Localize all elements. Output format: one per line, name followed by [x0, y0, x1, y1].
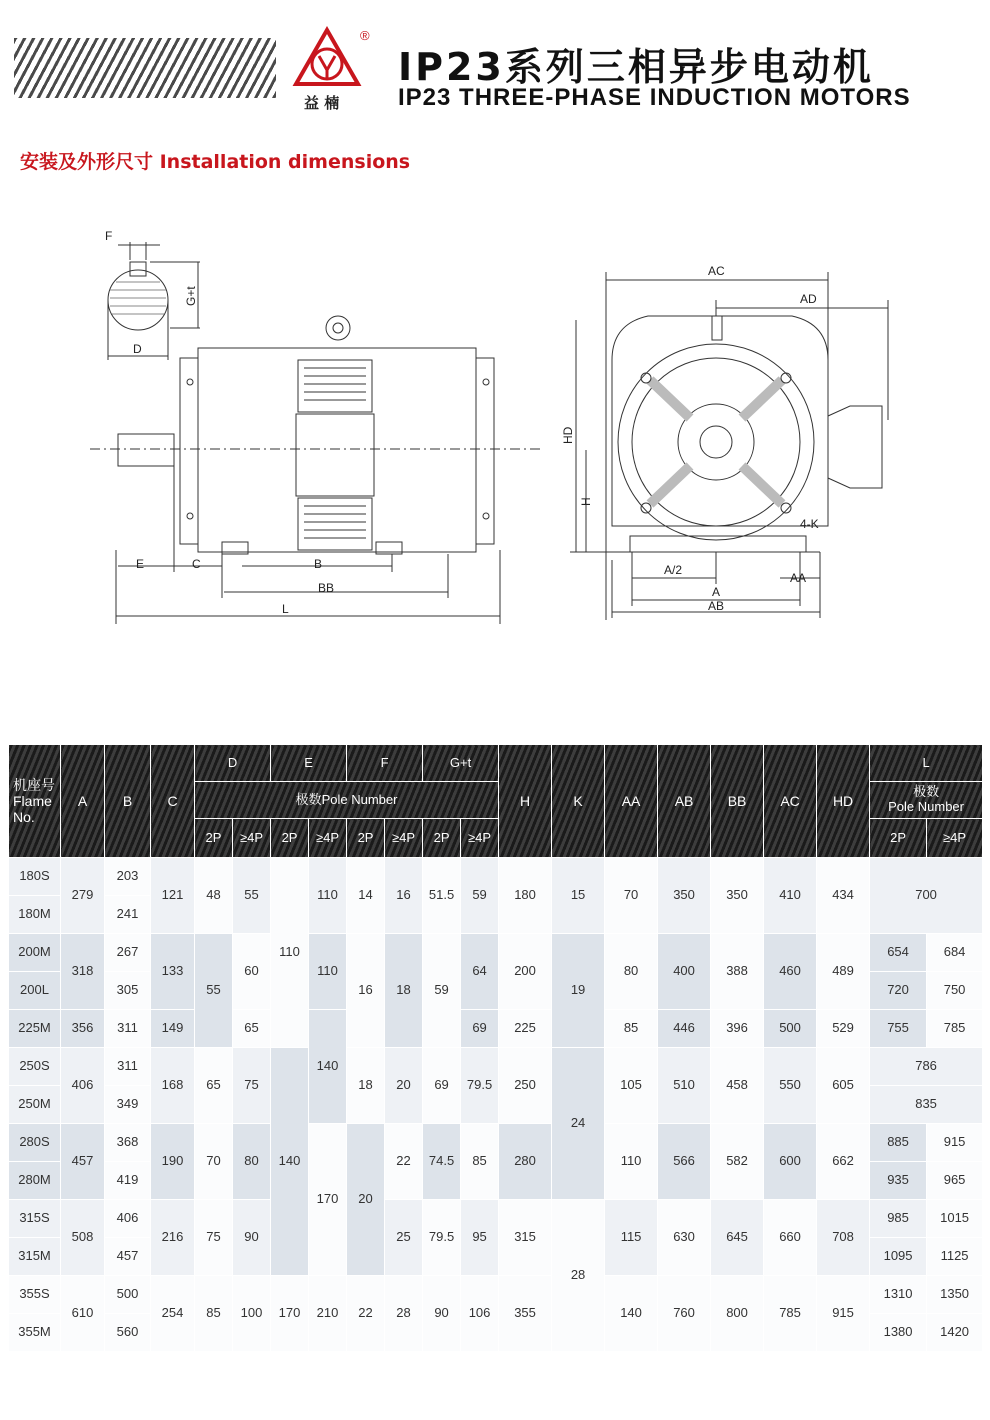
cell-L-4P: 684 — [927, 934, 983, 972]
cell-F-4P: 16 — [385, 858, 423, 934]
table-row — [9, 858, 983, 896]
cell-AB: 446 — [658, 1010, 711, 1048]
header-frame: 机座号 Flame No. — [9, 745, 61, 858]
table-row — [9, 1200, 983, 1238]
cell-G-4P: 95 — [461, 1200, 499, 1276]
cell-E-2P: 140 — [271, 1048, 309, 1276]
cell-AA: 105 — [605, 1048, 658, 1124]
cell-G-2P: 59 — [423, 934, 461, 1048]
cell-A: 406 — [61, 1048, 105, 1124]
title-chinese: IP23系列三相异步电动机 — [398, 45, 874, 89]
cell-F-2P: 16 — [347, 934, 385, 1048]
header-AA: AA — [605, 745, 658, 858]
cell-E-2P: 170 — [271, 1276, 309, 1352]
cell-AA: 140 — [605, 1276, 658, 1352]
cell-G-4P: 59 — [461, 858, 499, 934]
cell-E-4P: 210 — [309, 1276, 347, 1352]
cell-L-2P: 654 — [870, 934, 927, 972]
header-F-4P: ≥4P — [385, 819, 423, 858]
cell-D-2P: 55 — [195, 934, 233, 1048]
cell-H: 315 — [499, 1200, 552, 1276]
cell-G-4P: 69 — [461, 1010, 499, 1048]
header-AC: AC — [764, 745, 817, 858]
cell-HD: 662 — [817, 1124, 870, 1200]
cell-D-4P: 80 — [233, 1124, 271, 1200]
cell-H: 200 — [499, 934, 552, 1010]
cell-F-2P: 18 — [347, 1048, 385, 1124]
cell-F-2P: 14 — [347, 858, 385, 934]
cell-A: 457 — [61, 1124, 105, 1200]
cell-E-2P: 110 — [271, 858, 309, 1048]
cell-D-4P: 90 — [233, 1200, 271, 1276]
header-G-4P: ≥4P — [461, 819, 499, 858]
cell-AB: 350 — [658, 858, 711, 934]
cell-BB: 458 — [711, 1048, 764, 1124]
cell-L: 786 — [870, 1048, 983, 1086]
cell-BB: 396 — [711, 1010, 764, 1048]
cell-E-4P: 140 — [309, 1010, 347, 1124]
cell-C: 121 — [151, 858, 195, 934]
header-G-2P: 2P — [423, 819, 461, 858]
cell-F-2P: 20 — [347, 1124, 385, 1276]
cell-L-2P: 1310 — [870, 1276, 927, 1314]
cell-L-4P: 1125 — [927, 1238, 983, 1276]
cell-BB: 582 — [711, 1124, 764, 1200]
header-H: H — [499, 745, 552, 858]
header-D-4P: ≥4P — [233, 819, 271, 858]
cell-C: 149 — [151, 1010, 195, 1048]
cell-B: 560 — [105, 1314, 151, 1352]
label-AB: AB — [708, 599, 725, 613]
frame-cell: 315M — [9, 1238, 61, 1276]
header-K: K — [552, 745, 605, 858]
cell-E-4P: 110 — [309, 858, 347, 934]
cell-L-2P: 1095 — [870, 1238, 927, 1276]
cell-BB: 645 — [711, 1200, 764, 1276]
cell-F-4P: 20 — [385, 1048, 423, 1124]
cell-B: 349 — [105, 1086, 151, 1124]
cell-A: 318 — [61, 934, 105, 1010]
cell-C: 133 — [151, 934, 195, 1010]
frame-cell: 280S — [9, 1124, 61, 1162]
cell-L-2P: 1380 — [870, 1314, 927, 1352]
label-AA: AA — [790, 571, 807, 585]
header-L-pole-number: 极数 Pole Number — [870, 782, 983, 819]
cell-B: 406 — [105, 1200, 151, 1238]
cell-B: 311 — [105, 1048, 151, 1086]
cell-F-4P: 22 — [385, 1124, 423, 1200]
label-C: C — [192, 557, 201, 571]
cell-B: 203 — [105, 858, 151, 896]
label-E: E — [136, 557, 145, 571]
header-C: C — [151, 745, 195, 858]
cell-C: 254 — [151, 1276, 195, 1352]
header-Gt: G+t — [423, 745, 499, 782]
cell-AB: 630 — [658, 1200, 711, 1276]
header-A: A — [61, 745, 105, 858]
section-title: 安装及外形尺寸 Installation dimensions — [20, 151, 411, 173]
cell-H: 180 — [499, 858, 552, 934]
cell-AA: 115 — [605, 1200, 658, 1276]
cell-L: 700 — [870, 858, 983, 934]
cell-F-4P: 18 — [385, 934, 423, 1048]
cell-HD: 708 — [817, 1200, 870, 1276]
cell-HD: 605 — [817, 1048, 870, 1124]
header-BB: BB — [711, 745, 764, 858]
cell-D-4P: 55 — [233, 858, 271, 934]
cell-K: 24 — [552, 1048, 605, 1200]
cell-K: 28 — [552, 1200, 605, 1352]
cell-AC: 600 — [764, 1124, 817, 1200]
cell-D-2P: 48 — [195, 858, 233, 934]
cell-AB: 510 — [658, 1048, 711, 1124]
cell-G-4P: 79.5 — [461, 1048, 499, 1124]
cell-AC: 410 — [764, 858, 817, 934]
cell-BB: 350 — [711, 858, 764, 934]
label-L: L — [282, 602, 289, 616]
cell-D-2P: 65 — [195, 1048, 233, 1124]
frame-cell: 200M — [9, 934, 61, 972]
header-D-2P: 2P — [195, 819, 233, 858]
cell-B: 419 — [105, 1162, 151, 1200]
header-L-4P: ≥4P — [927, 819, 983, 858]
table-row — [9, 934, 983, 972]
header-F: F — [347, 745, 423, 782]
cell-HD: 434 — [817, 858, 870, 934]
cell-AB: 400 — [658, 934, 711, 1010]
cell-AA: 70 — [605, 858, 658, 934]
cell-H: 280 — [499, 1124, 552, 1200]
cell-G-2P: 74.5 — [423, 1124, 461, 1200]
cell-L-2P: 935 — [870, 1162, 927, 1200]
cell-E-4P: 170 — [309, 1124, 347, 1276]
frame-cell: 200L — [9, 972, 61, 1010]
cell-HD: 529 — [817, 1010, 870, 1048]
cell-L-4P: 1420 — [927, 1314, 983, 1352]
cell-HD: 915 — [817, 1276, 870, 1352]
label-AD: AD — [800, 292, 817, 306]
cell-B: 500 — [105, 1276, 151, 1314]
cell-H: 250 — [499, 1048, 552, 1124]
cell-HD: 489 — [817, 934, 870, 1010]
cell-E-4P: 110 — [309, 934, 347, 1010]
header-AB: AB — [658, 745, 711, 858]
label-A2: A/2 — [664, 563, 683, 577]
cell-L-4P: 1015 — [927, 1200, 983, 1238]
cell-F-4P: 25 — [385, 1200, 423, 1276]
frame-cell: 180S — [9, 858, 61, 896]
cell-L-4P: 1350 — [927, 1276, 983, 1314]
cell-B: 267 — [105, 934, 151, 972]
cell-D-4P: 100 — [233, 1276, 271, 1352]
label-HD: HD — [561, 426, 575, 444]
cell-C: 168 — [151, 1048, 195, 1124]
header-L: L — [870, 745, 983, 782]
title-english: IP23 THREE-PHASE INDUCTION MOTORS — [398, 84, 911, 111]
label-H: H — [579, 497, 593, 506]
cell-B: 305 — [105, 972, 151, 1010]
cell-AA: 110 — [605, 1124, 658, 1200]
cell-B: 368 — [105, 1124, 151, 1162]
header-D: D — [195, 745, 271, 782]
frame-cell: 315S — [9, 1200, 61, 1238]
frame-cell: 225M — [9, 1010, 61, 1048]
cell-AC: 500 — [764, 1010, 817, 1048]
cell-F-4P: 28 — [385, 1276, 423, 1352]
cell-L: 835 — [870, 1086, 983, 1124]
cell-G-2P: 69 — [423, 1048, 461, 1124]
table-row — [9, 1048, 983, 1086]
cell-A: 279 — [61, 858, 105, 934]
frame-cell: 250M — [9, 1086, 61, 1124]
label-B: B — [314, 557, 323, 571]
dimension-drawing — [0, 220, 990, 640]
cell-B: 311 — [105, 1010, 151, 1048]
header-E: E — [271, 745, 347, 782]
cell-D-2P: 75 — [195, 1200, 233, 1276]
cell-AC: 460 — [764, 934, 817, 1010]
cell-H: 225 — [499, 1010, 552, 1048]
frame-cell: 180M — [9, 896, 61, 934]
table-row — [9, 1124, 983, 1162]
header-pole-number: 极数Pole Number — [195, 782, 499, 819]
cell-G-4P: 64 — [461, 934, 499, 1010]
table-row — [9, 1276, 983, 1314]
label-D: D — [133, 342, 142, 356]
cell-A: 610 — [61, 1276, 105, 1352]
cell-A: 356 — [61, 1010, 105, 1048]
header-F-2P: 2P — [347, 819, 385, 858]
cell-AA: 85 — [605, 1010, 658, 1048]
label-A: A — [712, 585, 721, 599]
cell-L-2P: 885 — [870, 1124, 927, 1162]
cell-AA: 80 — [605, 934, 658, 1010]
brand-name: 益 楠 — [304, 94, 340, 112]
header-E-2P: 2P — [271, 819, 309, 858]
cell-A: 508 — [61, 1200, 105, 1276]
label-AC: AC — [708, 264, 725, 278]
cell-D-4P: 65 — [233, 1010, 271, 1048]
cell-AC: 785 — [764, 1276, 817, 1352]
frame-cell: 355M — [9, 1314, 61, 1352]
cell-K: 15 — [552, 858, 605, 934]
cell-D-2P: 70 — [195, 1124, 233, 1200]
table-row — [9, 1010, 983, 1048]
cell-L-2P: 985 — [870, 1200, 927, 1238]
label-Gt: G+t — [184, 286, 198, 306]
cell-B: 457 — [105, 1238, 151, 1276]
cell-F-2P: 22 — [347, 1276, 385, 1352]
cell-L-4P: 785 — [927, 1010, 983, 1048]
cell-D-4P: 60 — [233, 934, 271, 1010]
frame-cell: 280M — [9, 1162, 61, 1200]
cell-AB: 566 — [658, 1124, 711, 1200]
cell-BB: 388 — [711, 934, 764, 1010]
header-E-4P: ≥4P — [309, 819, 347, 858]
cell-D-4P: 75 — [233, 1048, 271, 1124]
cell-K: 19 — [552, 934, 605, 1048]
header-L-2P: 2P — [870, 819, 927, 858]
cell-AC: 550 — [764, 1048, 817, 1124]
cell-L-4P: 965 — [927, 1162, 983, 1200]
frame-cell: 250S — [9, 1048, 61, 1086]
cell-L-4P: 915 — [927, 1124, 983, 1162]
cell-G-4P: 106 — [461, 1276, 499, 1352]
header-HD: HD — [817, 745, 870, 858]
registered-mark: ® — [360, 28, 370, 43]
cell-B: 241 — [105, 896, 151, 934]
cell-C: 190 — [151, 1124, 195, 1200]
header-hatch-decoration — [14, 38, 276, 98]
label-4K: 4-K — [800, 517, 819, 531]
frame-cell: 355S — [9, 1276, 61, 1314]
cell-C: 216 — [151, 1200, 195, 1276]
cell-G-4P: 85 — [461, 1124, 499, 1200]
cell-AB: 760 — [658, 1276, 711, 1352]
cell-AC: 660 — [764, 1200, 817, 1276]
label-BB: BB — [318, 581, 335, 595]
cell-BB: 800 — [711, 1276, 764, 1352]
cell-D-2P: 85 — [195, 1276, 233, 1352]
header-B: B — [105, 745, 151, 858]
dimension-table — [8, 744, 983, 1352]
cell-L-4P: 750 — [927, 972, 983, 1010]
cell-G-2P: 51.5 — [423, 858, 461, 934]
label-F: F — [105, 229, 113, 243]
cell-G-2P: 79.5 — [423, 1200, 461, 1276]
cell-L-2P: 755 — [870, 1010, 927, 1048]
cell-G-2P: 90 — [423, 1276, 461, 1352]
cell-L-2P: 720 — [870, 972, 927, 1010]
cell-H: 355 — [499, 1276, 552, 1352]
